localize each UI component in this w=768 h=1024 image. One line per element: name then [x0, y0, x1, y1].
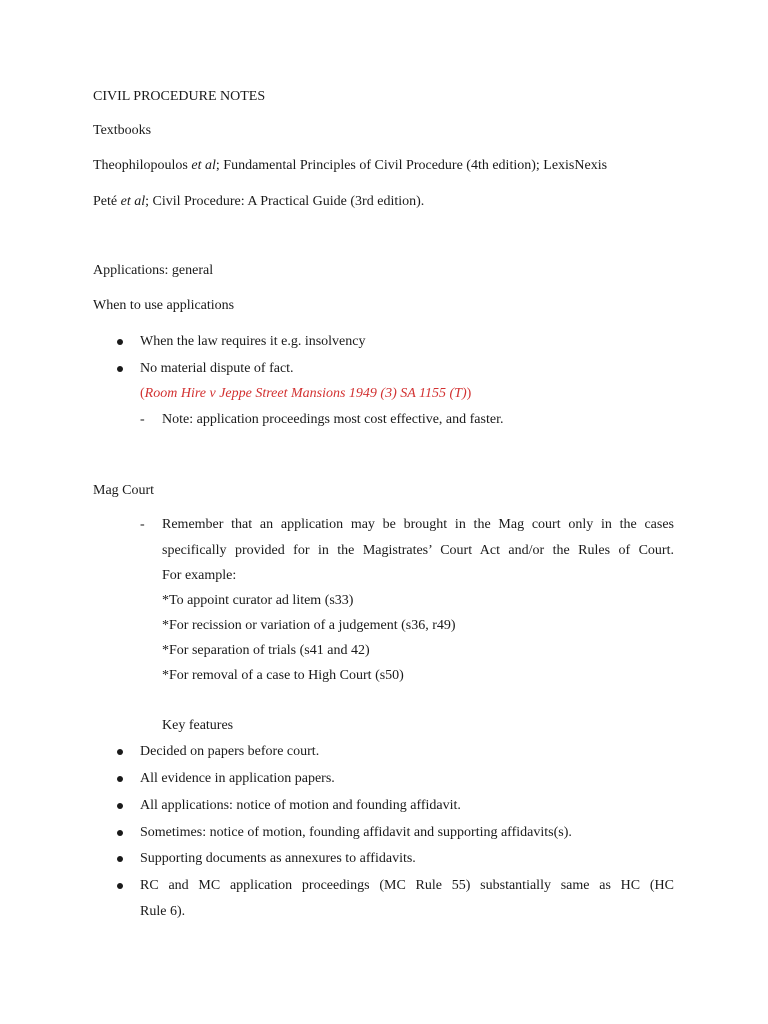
dash-marker: -: [140, 412, 145, 427]
et-al-text: et al: [120, 194, 146, 209]
document-title: CIVIL PROCEDURE NOTES: [93, 89, 266, 104]
book-details: ; Civil Procedure: A Practical Guide (3rd edition).: [145, 194, 425, 209]
example-item: *For removal of a case to High Court (s50): [162, 668, 404, 683]
bullet-icon: [117, 856, 123, 862]
mag-paragraph-line-1: Remember that an application may be brought in the Mag court only in the cases: [162, 517, 674, 532]
mag-court-heading: Mag Court: [93, 483, 155, 498]
case-close-paren: ): [466, 386, 472, 401]
case-name: Room Hire v Jeppe Street Mansions 1949 (3) SA 1155 (T): [144, 386, 467, 401]
list-item: Decided on papers before court.: [140, 744, 320, 759]
author-name: Peté: [93, 194, 121, 209]
list-item: Supporting documents as annexures to affidavits.: [140, 851, 416, 866]
list-item: When the law requires it e.g. insolvency: [140, 334, 366, 349]
bullet-icon: [117, 776, 123, 782]
author-name: Theophilopoulos: [93, 158, 192, 173]
textbook-reference-2: [93, 193, 424, 211]
key-features-heading: Key features: [162, 718, 234, 733]
textbook-reference-1: [93, 157, 607, 175]
bullet-icon: [117, 803, 123, 809]
list-item-line-2: Rule 6).: [140, 904, 186, 919]
textbooks-heading: Textbooks: [93, 123, 152, 138]
dash-marker: -: [140, 517, 145, 532]
book-details: ; Fundamental Principles of Civil Procedure (4th edition); LexisNexis: [215, 158, 608, 173]
list-item: All applications: notice of motion and founding affidavit.: [140, 798, 461, 813]
et-al-text: et al: [191, 158, 216, 173]
when-heading: When to use applications: [93, 298, 235, 313]
example-item: *For separation of trials (s41 and 42): [162, 643, 370, 658]
bullet-icon: [117, 366, 123, 372]
list-item: No material dispute of fact.: [140, 361, 294, 376]
note-text: Note: application proceedings most cost effective, and faster.: [162, 412, 504, 427]
bullet-icon: [117, 749, 123, 755]
mag-paragraph-line-3: For example:: [162, 568, 237, 583]
bullet-icon: [117, 883, 123, 889]
case-citation: [140, 385, 471, 403]
example-item: *For recission or variation of a judgement (s36, r49): [162, 618, 456, 633]
example-item: *To appoint curator ad litem (s33): [162, 593, 354, 608]
applications-heading: Applications: general: [93, 263, 214, 278]
list-item: Sometimes: notice of motion, founding affidavit and supporting affidavits(s).: [140, 825, 572, 840]
bullet-icon: [117, 830, 123, 836]
list-item-line-1: RC and MC application proceedings (MC Rule 55) substantially same as HC (HC: [140, 878, 674, 893]
bullet-icon: [117, 339, 123, 345]
list-item: All evidence in application papers.: [140, 771, 335, 786]
mag-paragraph-line-2: specifically provided for in the Magistrates’ Court Act and/or the Rules of Court.: [162, 543, 674, 558]
case-open-paren: (: [140, 386, 145, 401]
